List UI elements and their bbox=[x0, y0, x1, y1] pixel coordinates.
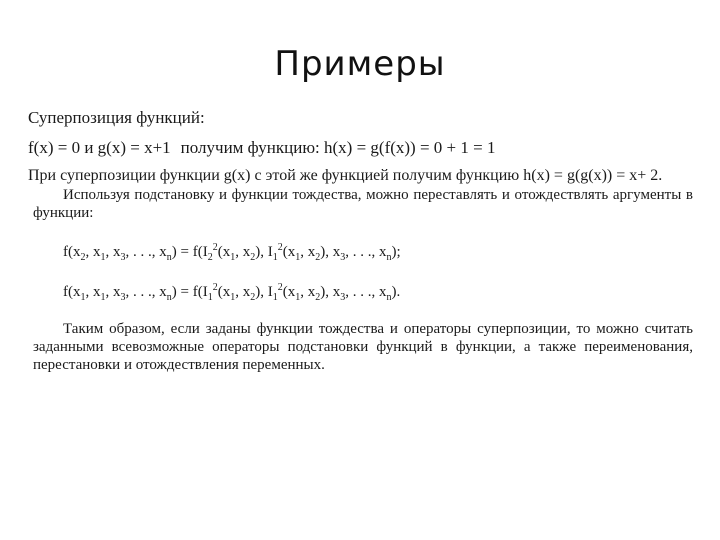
formula-sup: 2 bbox=[277, 282, 283, 293]
slide-title: Примеры bbox=[274, 44, 446, 84]
formula-sub: 2 bbox=[207, 252, 213, 263]
formula-text: (x bbox=[282, 244, 296, 260]
formula-text: (x bbox=[217, 284, 231, 300]
formula-text: (x bbox=[217, 244, 231, 260]
formula-sub: 1 bbox=[272, 252, 278, 263]
formula-text: , x bbox=[235, 244, 251, 260]
formula-sub: n bbox=[386, 252, 392, 263]
formula-text: , x bbox=[300, 284, 316, 300]
formula-sub: 2 bbox=[315, 252, 321, 263]
formula-sub: 1 bbox=[295, 252, 301, 263]
formula-sub: 1 bbox=[80, 292, 86, 303]
formula-sub: 1 bbox=[100, 292, 106, 303]
formula-sub: 3 bbox=[120, 252, 126, 263]
example-part-2: получим функцию: h(x) = g(f(x)) = 0 + 1 = 1 bbox=[180, 138, 496, 157]
formula-sub: 1 bbox=[272, 292, 278, 303]
formula-text: , x bbox=[85, 284, 101, 300]
formula-sub: 3 bbox=[340, 252, 346, 263]
section-heading: Суперпозиция функций: bbox=[28, 108, 205, 127]
example-part-1: f(x) = 0 и g(x) = x+1 bbox=[28, 138, 171, 157]
formula-sub: 2 bbox=[315, 292, 321, 303]
formula-text: f(x bbox=[63, 284, 81, 300]
formula-text: ) = f(I bbox=[171, 284, 208, 300]
example-line-3: При суперпозиции функции g(x) с этой же функцией получим функцию h(x) = g(g(x)) = x+ 2. bbox=[28, 167, 663, 184]
formula-text: , x bbox=[105, 244, 121, 260]
formula-sub: 1 bbox=[100, 252, 106, 263]
formula-text: , . . ., x bbox=[345, 244, 387, 260]
formula-sub: n bbox=[166, 292, 172, 303]
formula-text: (x bbox=[282, 284, 296, 300]
formula-sup: 2 bbox=[277, 242, 283, 253]
formula-text: ), I bbox=[255, 244, 273, 260]
paragraph-substitution: Используя подстановку и функции тождества, можно переставлять и отождествлять аргументы в функции: bbox=[33, 187, 693, 221]
formula-sup: 2 bbox=[212, 282, 218, 293]
formula-sub: 2 bbox=[250, 292, 256, 303]
formula-1 bbox=[63, 244, 401, 261]
formula-text: , x bbox=[85, 244, 101, 260]
paragraph-conclusion: Таким образом, если заданы функции тождества и операторы суперпозиции, то можно считать заданными всевозможные операторы подстановки функций в функции, а также переименования, перестановки и отождествления переменных. bbox=[33, 321, 693, 373]
formula-text: f(x bbox=[63, 244, 81, 260]
formula-text: , x bbox=[300, 244, 316, 260]
formula-text: , x bbox=[235, 284, 251, 300]
formula-sup: 2 bbox=[212, 242, 218, 253]
formula-sub: 1 bbox=[207, 292, 213, 303]
formula-text: ), I bbox=[255, 284, 273, 300]
formula-text: , . . ., x bbox=[125, 284, 167, 300]
formula-text: ), x bbox=[320, 284, 341, 300]
formula-text: ), x bbox=[320, 244, 341, 260]
formula-sub: 2 bbox=[250, 252, 256, 263]
example-line bbox=[28, 138, 495, 158]
formula-text: ); bbox=[391, 244, 401, 260]
formula-text: , . . ., x bbox=[345, 284, 387, 300]
formula-text: , . . ., x bbox=[125, 244, 167, 260]
formula-sub: 1 bbox=[230, 252, 236, 263]
formula-text: ). bbox=[391, 284, 401, 300]
formula-sub: n bbox=[166, 252, 172, 263]
formula-sub: n bbox=[386, 292, 392, 303]
formula-2 bbox=[63, 284, 400, 301]
formula-text: , x bbox=[105, 284, 121, 300]
formula-sub: 3 bbox=[120, 292, 126, 303]
formula-sub: 3 bbox=[340, 292, 346, 303]
formula-text: ) = f(I bbox=[171, 244, 208, 260]
formula-sub: 2 bbox=[80, 252, 86, 263]
formula-sub: 1 bbox=[295, 292, 301, 303]
formula-sub: 1 bbox=[230, 292, 236, 303]
